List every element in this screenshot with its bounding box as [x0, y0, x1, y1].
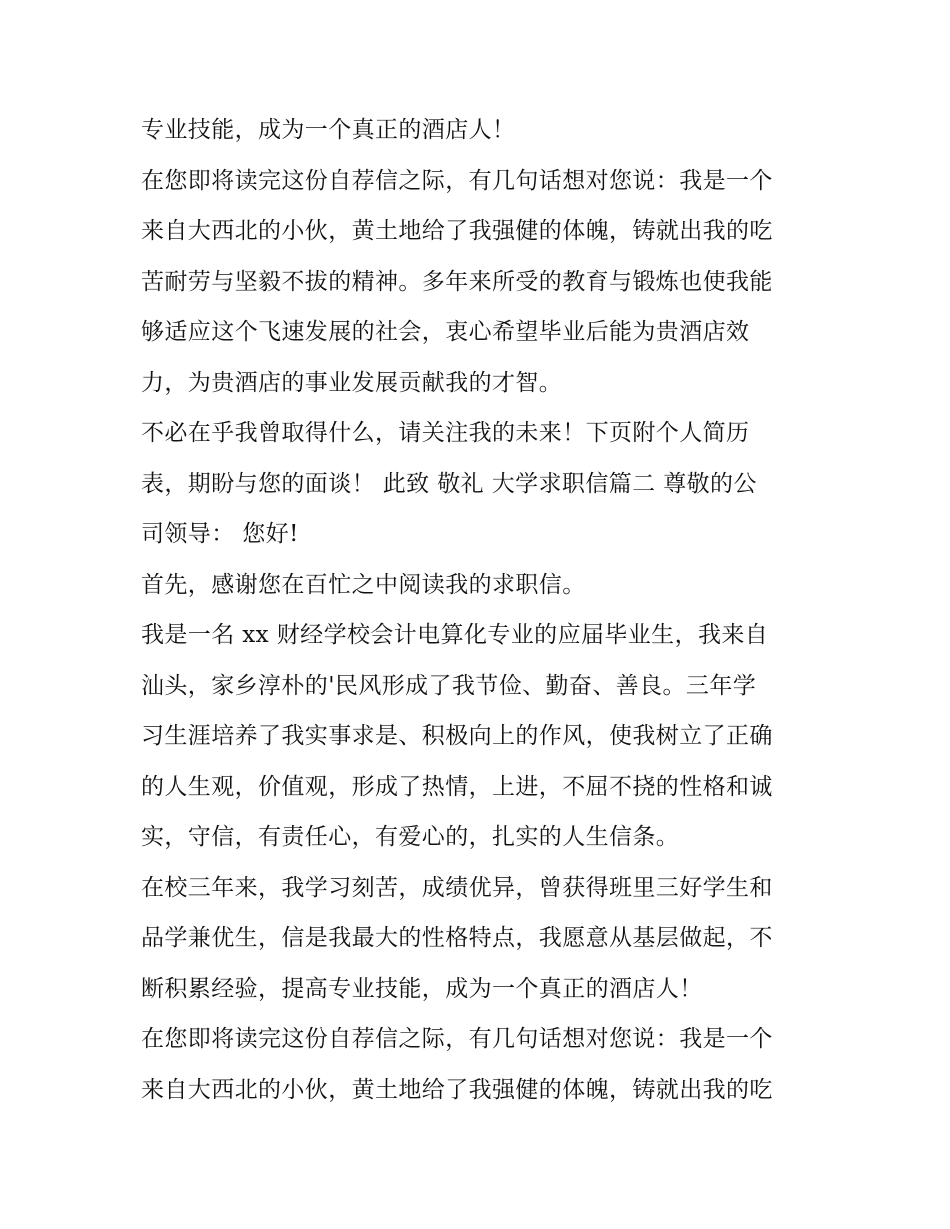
text-line: 汕头，家乡淳朴的'民风形成了我节俭、勤奋、善良。三年学: [141, 672, 757, 699]
text-line: 品学兼优生，信是我最大的性格特点，我愿意从基层做起，不: [141, 925, 773, 951]
text-line: 表，期盼与您的面谈！ 此致 敬礼 大学求职信篇二 尊敬的公: [141, 470, 757, 497]
text-line: 专业技能，成为一个真正的酒店人！: [141, 117, 516, 143]
text-line: 力，为贵酒店的事业发展贡献我的才智。: [141, 369, 563, 396]
text-line: 来自大西北的小伙，黄土地给了我强健的体魄，铸就出我的吃: [141, 1076, 773, 1103]
text-line: 不必在乎我曾取得什么，请关注我的未来！下页附个人简历: [141, 420, 750, 446]
text-line: 够适应这个飞速发展的社会，衷心希望毕业后能为贵酒店效: [141, 319, 750, 345]
text-line: 在您即将读完这份自荐信之际，有几句话想对您说：我是一个: [141, 1026, 773, 1052]
text-line: 苦耐劳与坚毅不拔的精神。多年来所受的教育与锻炼也使我能: [141, 268, 773, 295]
text-line: 在您即将读完这份自荐信之际，有几句话想对您说：我是一个: [141, 167, 773, 194]
text-line: 我是一名 xx 财经学校会计电算化专业的应届毕业生，我来自: [141, 622, 769, 648]
text-line: 习生涯培养了我实事求是、积极向上的作风，使我树立了正确: [141, 723, 773, 749]
text-line: 的人生观，价值观，形成了热情，上进，不屈不挠的性格和诚: [141, 773, 773, 800]
text-line: 在校三年来，我学习刻苦，成绩优异，曾获得班里三好学生和: [141, 874, 773, 901]
letter-body: [141, 110, 821, 1120]
text-line: 实，守信，有责任心，有爱心的，扎实的人生信条。: [141, 824, 680, 850]
text-line: 司领导： 您好!: [141, 521, 299, 547]
text-line: 首先，感谢您在百忙之中阅读我的求职信。: [141, 571, 586, 598]
text-line: 来自大西北的小伙，黄土地给了我强健的体魄，铸就出我的吃: [141, 218, 773, 244]
text-line: 断积累经验，提高专业技能，成为一个真正的酒店人！: [141, 975, 703, 1002]
